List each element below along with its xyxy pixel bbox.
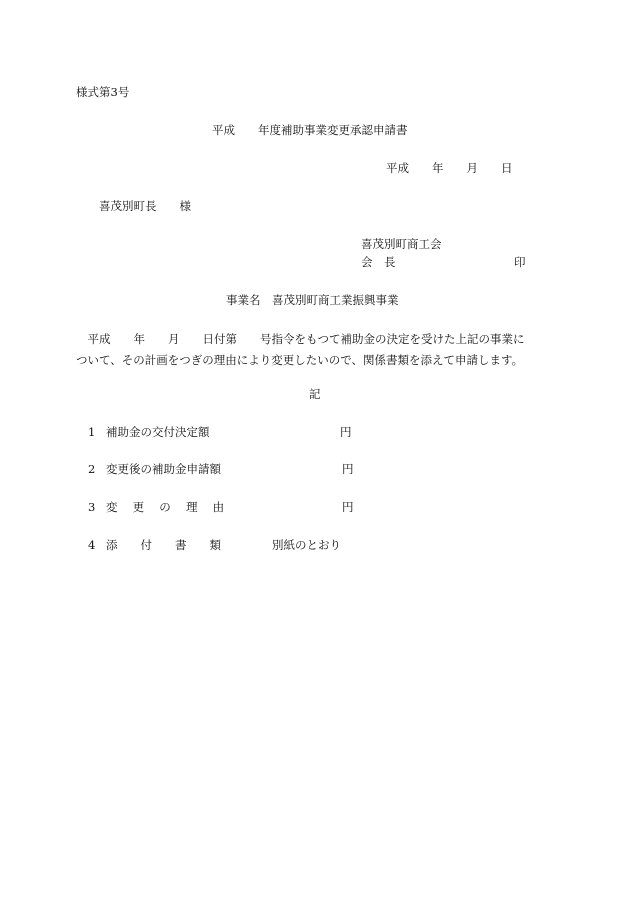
date-line: 平成 年 月 日 (386, 161, 513, 175)
item-value: 円 (340, 425, 352, 439)
item-number: 3 (88, 500, 96, 514)
item-label: 補助金の交付決定額 (106, 425, 210, 439)
body-line-2: ついて、その計画をつぎの理由により変更したいので、関係書類を添えて申請します。 (76, 353, 524, 367)
item-number: 4 (88, 538, 96, 552)
item-number: 1 (88, 425, 96, 439)
form-number: 様式第3号 (76, 85, 130, 99)
item-value: 円 (342, 500, 354, 514)
item-number: 2 (88, 462, 96, 476)
seal-mark: 印 (514, 255, 526, 269)
item-value: 別紙のとおり (272, 538, 341, 552)
applicant-organization: 喜茂別町商工会 (361, 237, 442, 251)
ki-heading: 記 (309, 387, 321, 401)
project-name: 事業名 喜茂別町商工業振興事業 (226, 293, 399, 307)
addressee: 喜茂別町長 様 (99, 199, 191, 213)
item-label: 添 付 書 類 (106, 538, 221, 552)
body-line-1: 平成 年 月 日付第 号指令をもつて補助金の決定を受けた上記の事業に (76, 332, 525, 346)
item-label: 変更後の補助金申請額 (106, 462, 221, 476)
document-title: 平成 年度補助事業変更承認申請書 (212, 123, 408, 137)
item-label: 変 更 の 理 由 (106, 500, 225, 514)
application-body (76, 329, 554, 371)
item-value: 円 (342, 462, 354, 476)
applicant-position: 会 長 (361, 255, 396, 269)
